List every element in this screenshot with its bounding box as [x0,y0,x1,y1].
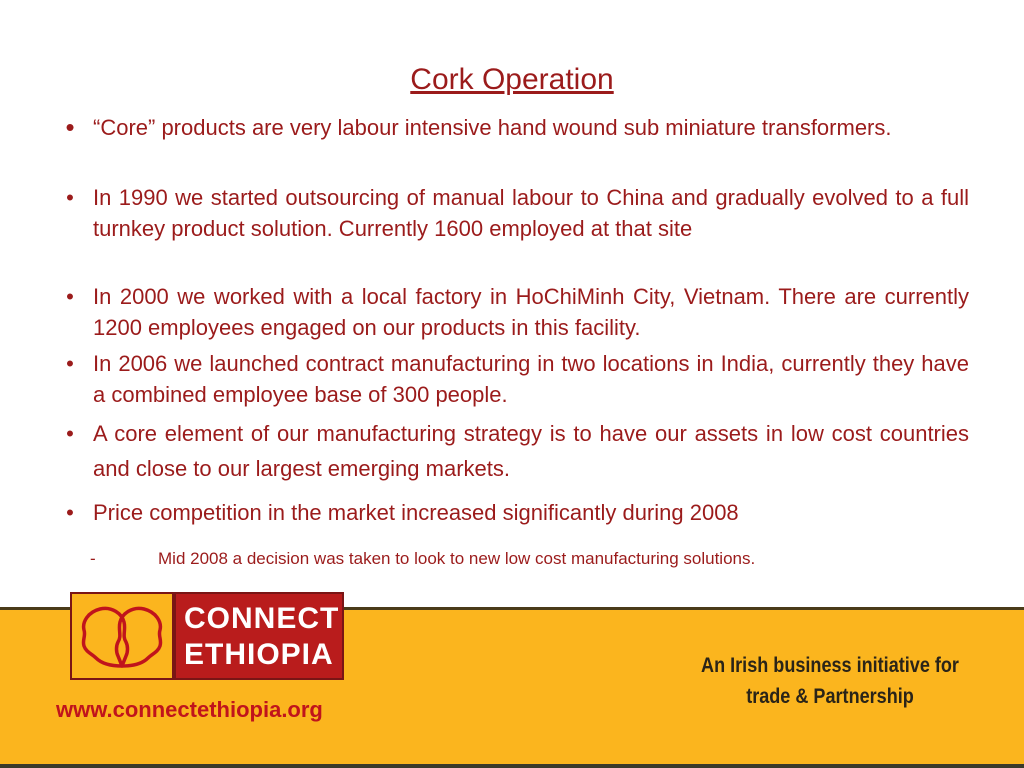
logo-wordmark [174,592,344,680]
tagline-line-1: An Irish business initiative for [701,654,959,677]
tagline-line-2: trade & Partnership [746,685,914,708]
bullet-text: In 2006 we launched contract manufacturing in two locations in India, currently they have a combined employee base of 300 people. [93,351,969,407]
connect-ethiopia-logo [70,592,344,680]
sub-point-text: Mid 2008 a decision was taken to look to new low cost manufacturing solutions. [158,549,756,568]
logo-word-ethiopia: ETHIOPIA [184,638,334,671]
bullet-text: In 2000 we worked with a local factory in HoChiMinh City, Vietnam. There are currently 1200 employees engaged on our products in this facility. [93,284,969,340]
bullet-text: “Core” products are very labour intensive hand wound sub miniature transformers. [93,115,892,140]
bullet-text: Price competition in the market increased significantly during 2008 [93,500,739,525]
bullet-text: In 1990 we started outsourcing of manual labour to China and gradually evolved to a full turnkey product solution. Currently 1600 employed at that site [93,185,969,241]
bullet-text: A core element of our manufacturing strategy is to have our assets in low cost countries and close to our largest emerging markets. [93,421,969,481]
two-heads-logo-icon [70,592,174,680]
website-link[interactable]: www.connectethiopia.org [56,697,323,722]
bullet-marker: • [66,500,74,525]
logo-word-connect: CONNECT [184,602,340,635]
bullet-marker: • [66,351,74,376]
dash-marker: - [90,549,96,568]
bullet-marker: • [66,284,74,309]
bullet-marker: • [66,185,74,210]
bullet-marker: • [66,421,74,446]
bullet-marker: • [65,112,75,142]
page-title: Cork Operation [410,63,614,96]
